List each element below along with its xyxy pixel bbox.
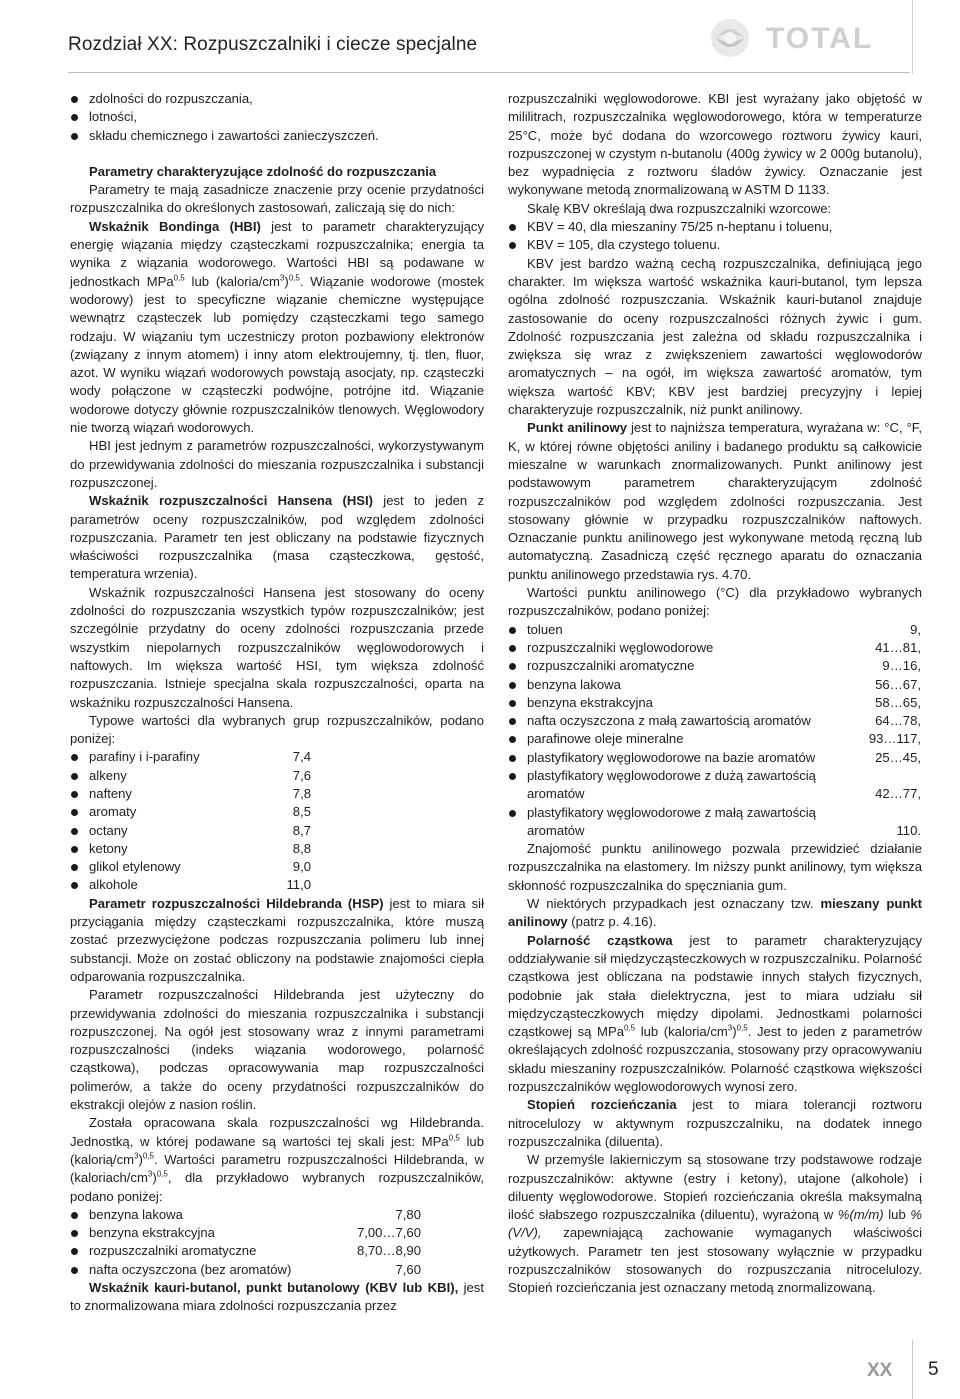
list-item: benzyna ekstrakcyjna 7,00…7,60	[70, 1224, 421, 1242]
paragraph: W przemyśle lakierniczym są stosowane trzy podstawowe rodzaje rozpuszczalników: aktywne (estry i ketony), utajone (alkohole) i diluenty węglowodorowe. Stopień rozcieńczania określa maksymalną ilość słabszego rozpuszczalnika (diluentu), wyrażoną w %(m/m) lub %(V/V), zapewniającą zachowanie wymaganych właściwości użytkowych. Parametr ten jest stosowany wyłącznie w przypadku rozpuszczalników stosowanych do rozpuszczania nitrocelulozy. Stopień rozcieńczania jest oznaczany metodą znormalizowaną.	[508, 1152, 923, 1296]
list-item: glikol etylenowy 9,0	[70, 858, 311, 876]
corner-tab	[912, 0, 960, 74]
list-item: nafta oczyszczona z małą zawartością aromatów 64…78,	[508, 712, 921, 730]
list-item: KBV = 105, dla czystego toluenu.	[508, 236, 922, 254]
paragraph: Wartości punktu anilinowego (°C) dla przykładowo wybranych rozpuszczalników, podano poniżej:	[508, 585, 922, 619]
term-mixed-aniline: mieszany punkt anilinowy	[508, 896, 923, 930]
list-item: plastyfikatory węglowodorowe na bazie aromatów 25…45,	[508, 749, 921, 767]
term-polarity: Polarność cząstkowa	[527, 932, 673, 948]
left-column	[70, 90, 484, 1316]
right-column	[508, 90, 922, 1298]
paragraph-hsp: Parametr rozpuszczalności Hildebranda (HSP) jest to miara sił przyciągania między cząsteczkami rozpuszczalnika, które muszą zostać przezwyciężone podczas rozpuszczania polimeru lub innej substancji. Może on zostać obliczony na podstawie znajomości ciepła odparowania rozpuszczalnika.	[70, 895, 484, 984]
list-item: lotności,	[70, 108, 484, 126]
list-item: benzyna lakowa 7,80	[70, 1206, 421, 1224]
paragraph-hbi: Wskaźnik Bondinga (HBI) jest to parametr charakteryzujący energię wiązania między cząsteczkami rozpuszczalnika; energia ta wynika z wiązania wodorowego. Wartości HBI są podawane w jednostkach MPa$^{0,5}$ lub $(kaloria/cm^3)^{0,5}$. Wiązanie wodorowe (mostek wodorowy) jest to specyficzne wiązanie chemiczne występujące wewnątrz cząsteczek lub pomiędzy cząsteczkami tego samego rodzaju. W wiązaniu tym uczestniczy proton pozbawiony elektronów (związany z innym atomem) i inny atom elektroujemny, tj. tlen, fluor, azot. W wyniku wiązań wodorowych powstają asocjaty, np. cząsteczki wody połączone w cząsteczki podwójne, potrójne itd. Wiązanie wodorowe dotyczy głównie rozpuszczalników tlenowych. Węglowodory nie tworzą wiązań wodorowych.	[70, 218, 484, 436]
paragraph: Typowe wartości dla wybranych grup rozpuszczalników, podano poniżej:	[70, 712, 484, 747]
paragraph: Skalę KBV określają dwa rozpuszczalniki wzorcowe:	[527, 200, 832, 216]
kbv-list	[508, 218, 922, 255]
hsi-values-list	[70, 748, 484, 894]
list-item: alkohole 11,0	[70, 876, 311, 894]
list-item: toluen 9,	[508, 621, 921, 639]
chapter-marker: XX	[867, 1360, 893, 1381]
list-item: plastyfikatory węglowodorowe z małą zawartością aromatów 110.	[508, 804, 921, 841]
list-item: ketony 8,8	[70, 840, 311, 858]
list-item: rozpuszczalniki aromatyczne 8,70…8,90	[70, 1242, 421, 1260]
list-item: plastyfikatory węglowodorowe z dużą zawartością aromatów 42…77,	[508, 767, 921, 804]
list-item: składu chemicznego i zawartości zanieczyszczeń.	[70, 127, 484, 145]
term-dilution: Stopień rozcieńczania	[527, 1097, 677, 1113]
footer-divider	[912, 1340, 913, 1399]
paragraph: rozpuszczalniki węglowodorowe. KBI jest wyrażany jako objętość w mililitrach, rozpuszczalnika węglowodorowego, która w temperaturze 25°C, może być dodana do wzorcowego roztworu żywicy kauri, rozpuszczonej w czystym n-butanolu (400g żywicy w 2 000g butanolu), bez wypadnięcia z roztworu śladów żywicy. Oznaczanie jest wykonywane metodą znormalizowaną w ASTM D 1133.	[508, 91, 922, 198]
paragraph-aniline: Punkt anilinowy jest to najniższa temperatura, wyrażana w: °C, °F, K, w której równe objętości aniliny i badanego produktu są całkowicie mieszalne w warunkach znormalizowanych. Punkt anilinowy jest podstawowym parametrem charakteryzującym zdolność rozpuszczalników pod względem zdolności rozpuszczania. Jest stosowany głównie w przypadku rozpuszczalników naftowych. Oznaczanie punktu anilinowego jest wykonywane metodą ręczną lub automatyczną. Zasadniczą część ręcznego aparatu do oznaczania punktu anilinowego przedstawia rys. 4.70.	[508, 420, 922, 582]
page-number: 5	[928, 1359, 939, 1380]
paragraph-mixed-aniline: W niektórych przypadkach jest oznaczany tzw. mieszany punkt anilinowy (patrz p. 4.16).	[508, 896, 923, 930]
paragraph-hildebrand-scale: Została opracowana skala rozpuszczalności wg Hildebranda. Jednostką, w której podawane są wartości tej skali jest: MPa$^{0,5}$ lub $(kalorią/cm^3)^{0,5}$. Wartości parametru rozpuszczalności Hildebranda, w $(kaloriach/cm^3)^{0,5}$, dla przykładowo wybranych rozpuszczalników, podano poniżej:	[70, 1115, 484, 1204]
header-divider	[68, 72, 910, 73]
paragraph: KBV jest bardzo ważną cechą rozpuszczalnika, definiującą jego charakter. Im większa wartość wskaźnika kauri-butanol, tym lepsza ogólna zdolność rozpuszczania. Wskaźnik kauri-butanol znajduje zastosowanie do oceny rozpuszczalności różnych żywic i gum. Zdolność rozpuszczania jest zależna od składu rozpuszczalnika i zwiększa się wraz z zwiększeniem zawartości węglowodorów aromatycznych – na ogół, im większa zawartość aromatów, tym większa wartość KBV; KBV jest bardziej precyzyjny i lepiej charakteryzuje rozpuszczalnik, niż punkt anilinowy.	[508, 255, 922, 418]
list-item: benzyna ekstrakcyjna 58…65,	[508, 694, 921, 712]
total-logo-wordmark: TOTAL	[766, 22, 874, 55]
list-item: KBV = 40, dla mieszaniny 75/25 n-heptanu i toluenu,	[508, 218, 922, 236]
list-item: parafinowe oleje mineralne 93…117,	[508, 730, 921, 748]
list-item: rozpuszczalniki aromatyczne 9…16,	[508, 657, 921, 675]
paragraph: Wskaźnik rozpuszczalności Hansena jest stosowany do oceny zdolności do rozpuszczania wszystkich typów rozpuszczalników; jest szczególnie przydatny do oceny zdolności rozpuszczania przede wszystkim niepolarnych rozpuszczalników węglowodorowych i naftowych. Im większa wartość HSI, tym większa zdolność rozpuszczania. Istnieje specjalna skala rozpuszczalności, oparta na wskaźniku rozpuszczalności Hansena.	[70, 584, 484, 710]
term-hbi: Wskaźnik Bondinga (HBI)	[89, 218, 261, 234]
list-item: octany 8,7	[70, 822, 311, 840]
paragraph: Znajomość punktu anilinowego pozwala przewidzieć działanie rozpuszczalnika na elastomery. Im niższy punkt anilinowy, tym większa skłonność rozpuszczalnika do spęczniania gum.	[508, 841, 922, 893]
term-hsi: Wskaźnik rozpuszczalności Hansena (HSI)	[89, 493, 374, 509]
paragraph-polarity: Polarność cząstkowa jest to parametr charakteryzujący oddziaływanie sił międzycząsteczkowych w rozpuszczalniku. Polarność cząstkowa jest obliczana na podstawie innych stałych fizycznych, podobnie jak stała dielektryczna, jest to miara udziału sił międzycząsteczkowych między dipolami. Jednostkami polarności cząstkowej są MPa$^{0,5}$ lub $(kaloria/cm^3)^{0,5}$. Jest to jeden z parametrów określających zdolność rozpuszczania, stosowany przy opracowywaniu składu mieszaniny rozpuszczalników. Polarność cząstkowa większości rozpuszczalników węglowodorowych wynosi zero.	[508, 932, 923, 1095]
paragraph-kbi: Wskaźnik kauri-butanol, punkt butanolowy (KBV lub KBI), jest to znormalizowana miara zdolności rozpuszczania przez	[70, 1280, 484, 1314]
term-kbi: Wskaźnik kauri-butanol, punkt butanolowy (KBV lub KBI),	[89, 1280, 459, 1295]
paragraph: Parametr rozpuszczalności Hildebranda jest użyteczny do przewidywania zdolności do mieszania rozpuszczalnika i substancji rozpuszczonej. Na ogół jest stosowany wraz z innymi parametrami rozpuszczalności (indeks wiązania wodorowego, polarność cząstkowa), podczas opracowywania map rozpuszczalności polimerów, a także do oceny przydatności rozpuszczalników do ekstrakcji olejów z nasion roślin.	[70, 987, 484, 1113]
list-item: nafta oczyszczona (bez aromatów) 7,60	[70, 1261, 421, 1279]
term-hsp: Parametr rozpuszczalności Hildebranda (HSP)	[89, 895, 384, 911]
list-item: aromaty 8,5	[70, 803, 311, 821]
page-header-title: Rozdział XX: Rozpuszczalniki i ciecze specjalne	[68, 34, 478, 55]
term-aniline: Punkt anilinowy	[527, 420, 628, 436]
paragraph: Parametry te mają zasadnicze znaczenie przy ocenie przydatności rozpuszczalnika do określonych zastosowań, zaliczają się do nich:	[70, 182, 484, 216]
paragraph: HBI jest jednym z parametrów rozpuszczalności, wykorzystywanym do przewidywania zdolności do mieszania rozpuszczalnika i substancji rozpuszczonej.	[70, 438, 484, 490]
paragraph-dilution: Stopień rozcieńczania jest to miara tolerancji roztworu nitrocelulozy w aktywnym rozpuszczalniku, na dodatek innego rozpuszczalnika (diluenta).	[508, 1097, 922, 1149]
list-item: nafteny 7,8	[70, 785, 311, 803]
list-item: benzyna lakowa 56…67,	[508, 676, 921, 694]
list-item: alkeny 7,6	[70, 767, 311, 785]
intro-list	[70, 90, 484, 145]
hsp-values-list	[70, 1206, 484, 1279]
list-item: parafiny i i-parafiny 7,4	[70, 748, 311, 766]
aniline-values-list	[508, 621, 922, 841]
list-item: zdolności do rozpuszczania,	[70, 90, 484, 108]
section-heading: Parametry charakteryzujące zdolność do rozpuszczania	[89, 163, 437, 179]
list-item: rozpuszczalniki węglowodorowe 41…81,	[508, 639, 921, 657]
paragraph-hsi: Wskaźnik rozpuszczalności Hansena (HSI) jest to jeden z parametrów oceny rozpuszczalników, pod względem zdolności rozpuszczania. Parametr ten jest obliczany na podstawie fizycznych właściwości rozpuszczalnika (masa cząsteczkowa, gęstość, temperatura wrzenia).	[70, 493, 484, 582]
